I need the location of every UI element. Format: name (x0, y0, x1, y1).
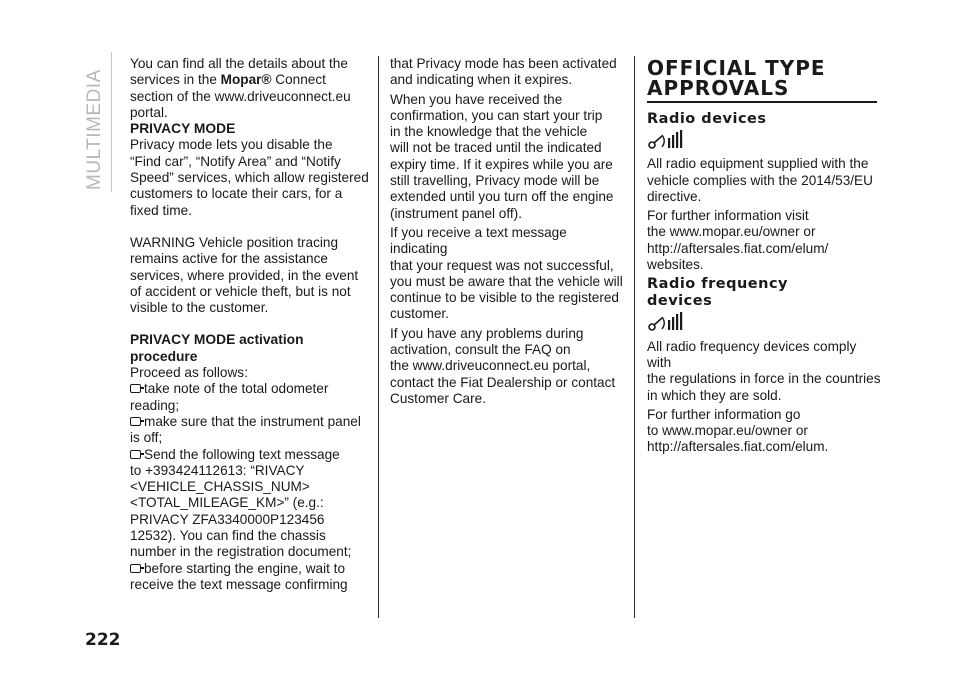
column-1 (130, 56, 370, 593)
list-item: Send the following text message to +393424112613: “RIVACY <VEHICLE_CHASSIS_NUM> <TOTAL_MILEAGE_KM>” (e.g.: PRIVACY ZFA3340000P123456 12532). You can find the chassis number in the registration document; (130, 446, 352, 560)
mopar-brand: Mopar® (220, 72, 272, 88)
radio-frequency-heading: Radio frequency devices (647, 276, 789, 310)
radio-devices-info: For further information visit the www.mopar.eu/owner or http://aftersales.fiat.com/elum/ websites. (647, 208, 829, 273)
column-2 (390, 56, 628, 407)
side-divider (111, 52, 112, 192)
page-number: 222 (85, 630, 121, 650)
column-divider-2 (634, 56, 635, 618)
warning-paragraph: WARNING Vehicle position tracing remains active for the assistance services, where provided, in the event of accident or vehicle theft, but is not visible to the customer. (130, 234, 359, 316)
list-item: before starting the engine, wait to receive the text message confirming (130, 560, 348, 592)
checkbox-bullet-icon (130, 417, 141, 426)
unsuccessful-paragraph: If you receive a text message indicating that your request was not successful, you must be aware that the vehicle will continue to be visible to the registered customer. (390, 224, 623, 322)
radio-signal-icon (647, 130, 685, 150)
section-title: OFFICIAL TYPE APPROVALS (647, 56, 826, 100)
problems-paragraph: If you have any problems during activation, consult the FAQ on the www.driveuconnect.eu portal, contact the Fiat Dealership or contact Customer Care. (390, 325, 616, 406)
list-item: take note of the total odometer reading; (130, 381, 329, 413)
radio-signal-icon (647, 312, 685, 332)
intro-paragraph: You can find all the details about the services in the Mopar® Connect section of the www.driveuconnect.eu portal. (130, 56, 351, 120)
title-underline (647, 101, 877, 103)
column-3 (647, 56, 883, 456)
privacy-mode-heading: PRIVACY MODE (130, 121, 236, 137)
radio-devices-heading: Radio devices (647, 111, 767, 127)
privacy-mode-text: Privacy mode lets you disable the “Find car”, “Notify Area” and “Notify Speed” services, which allow registered customers to locate their cars, for a fixed time. (130, 137, 369, 218)
confirmation-paragraph: When you have received the confirmation, you can start your trip in the knowledge that the vehicle will not be traced until the indicated expiry time. If it expires while you are still travelling, Privacy mode will be extended until you turn off the engine (instrument panel off). (390, 91, 614, 221)
checkbox-bullet-icon (130, 384, 141, 393)
side-section-label (84, 52, 105, 192)
column-divider-1 (378, 56, 379, 618)
checkbox-bullet-icon (130, 450, 141, 459)
radio-devices-text: All radio equipment supplied with the vehicle complies with the 2014/53/EU directive. (647, 156, 873, 204)
list-item: make sure that the instrument panel is off; (130, 413, 361, 446)
side-section-label-text: MULTIMEDIA (84, 69, 105, 190)
radio-frequency-text: All radio frequency devices comply with the regulations in force in the countries in which they are sold. (647, 338, 881, 403)
checkbox-bullet-icon (130, 564, 141, 573)
activation-confirm-paragraph: that Privacy mode has been activated and indicating when it expires. (390, 56, 617, 88)
proceed-text: Proceed as follows: (130, 365, 248, 381)
activation-heading: PRIVACY MODE activation procedure (130, 332, 304, 364)
radio-frequency-info: For further information go to www.mopar.eu/owner or http://aftersales.fiat.com/elum. (647, 406, 829, 455)
